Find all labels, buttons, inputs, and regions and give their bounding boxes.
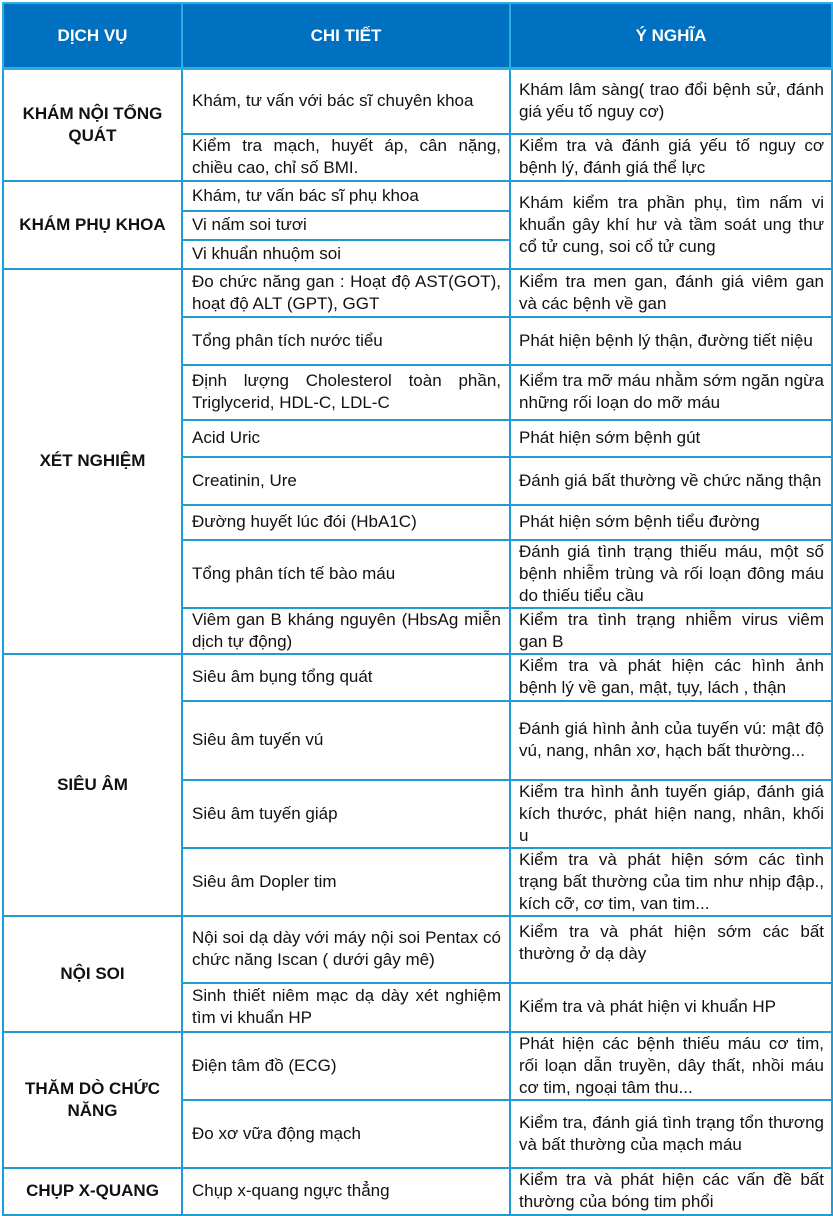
table-row: [3, 269, 832, 317]
service-cell: XÉT NGHIỆM: [3, 269, 182, 654]
meaning-cell: Phát hiện các bệnh thiếu máu cơ tim, rối loạn dẫn truyền, dây thất, nhồi máu cơ tim, ngoại tâm thu...: [510, 1032, 832, 1100]
detail-cell: Sinh thiết niêm mạc dạ dày xét nghiệm tìm vi khuẩn HP: [182, 983, 510, 1032]
meaning-cell: Phát hiện sớm bệnh gút: [510, 420, 832, 457]
meaning-cell: Phát hiện sớm bệnh tiểu đường: [510, 505, 832, 540]
detail-cell: Tổng phân tích tế bào máu: [182, 540, 510, 608]
detail-cell: Điện tâm đồ (ECG): [182, 1032, 510, 1100]
meaning-cell: Kiểm tra và phát hiện các hình ảnh bệnh lý về gan, mật, tụy, lách , thận: [510, 654, 832, 701]
header-service: DỊCH VỤ: [3, 3, 182, 69]
service-cell: NỘI SOI: [3, 916, 182, 1032]
detail-cell: Siêu âm tuyến giáp: [182, 780, 510, 848]
meaning-cell: Phát hiện bệnh lý thận, đường tiết niệu: [510, 317, 832, 365]
meaning-cell: Kiểm tra và phát hiện sớm các tình trạng bất thường của tim như nhịp đập., kích cỡ, cơ tim, van tim...: [510, 848, 832, 916]
header-row: [3, 3, 832, 69]
meaning-cell: Kiểm tra tình trạng nhiễm virus viêm gan B: [510, 608, 832, 654]
detail-cell: Creatinin, Ure: [182, 457, 510, 505]
table-row: [3, 916, 832, 983]
meaning-cell: Kiểm tra men gan, đánh giá viêm gan và các bệnh về gan: [510, 269, 832, 317]
meaning-cell: Kiểm tra và phát hiện vi khuẩn HP: [510, 983, 832, 1032]
meaning-cell: Khám lâm sàng( trao đổi bệnh sử, đánh giá yếu tố nguy cơ): [510, 69, 832, 134]
detail-cell: Vi khuẩn nhuộm soi: [182, 240, 510, 269]
detail-cell: Viêm gan B kháng nguyên (HbsAg miễn dịch tự động): [182, 608, 510, 654]
detail-cell: Tổng phân tích nước tiểu: [182, 317, 510, 365]
detail-cell: Acid Uric: [182, 420, 510, 457]
table-row: [3, 654, 832, 701]
meaning-cell: Kiểm tra và đánh giá yếu tố nguy cơ bệnh lý, đánh giá thể lực: [510, 134, 832, 181]
detail-cell: Định lượng Cholesterol toàn phần, Triglycerid, HDL-C, LDL-C: [182, 365, 510, 420]
detail-cell: Vi nấm soi tươi: [182, 211, 510, 240]
detail-cell: Chụp x-quang ngực thẳng: [182, 1168, 510, 1215]
table-row: [3, 69, 832, 134]
header-meaning: Ý NGHĨA: [510, 3, 832, 69]
service-cell: SIÊU ÂM: [3, 654, 182, 916]
detail-cell: Đo xơ vữa động mạch: [182, 1100, 510, 1168]
service-cell: KHÁM PHỤ KHOA: [3, 181, 182, 269]
services-table: [2, 2, 833, 1216]
meaning-cell: Kiểm tra và phát hiện các vấn đề bất thường của bóng tim phổi: [510, 1168, 832, 1215]
detail-cell: Đo chức năng gan : Hoạt độ AST(GOT), hoạt độ ALT (GPT), GGT: [182, 269, 510, 317]
meaning-cell: Đánh giá hình ảnh của tuyến vú: mật độ vú, nang, nhân xơ, hạch bất thường...: [510, 701, 832, 780]
table-row: [3, 1032, 832, 1100]
detail-cell: Kiểm tra mạch, huyết áp, cân nặng, chiều cao, chỉ số BMI.: [182, 134, 510, 181]
detail-cell: Siêu âm bụng tổng quát: [182, 654, 510, 701]
meaning-cell: Khám kiểm tra phần phụ, tìm nấm vi khuẩn gây khí hư và tầm soát ung thư cổ tử cung, soi cổ tử cung: [510, 181, 832, 269]
detail-cell: Khám, tư vấn với bác sĩ chuyên khoa: [182, 69, 510, 134]
meaning-cell: Kiểm tra mỡ máu nhằm sớm ngăn ngừa những rối loạn do mỡ máu: [510, 365, 832, 420]
meaning-cell: Kiểm tra hình ảnh tuyến giáp, đánh giá kích thước, phát hiện nang, nhân, khối u: [510, 780, 832, 848]
header-detail: CHI TIẾT: [182, 3, 510, 69]
service-cell: CHỤP X-QUANG: [3, 1168, 182, 1215]
detail-cell: Nội soi dạ dày với máy nội soi Pentax có chức năng Iscan ( dưới gây mê): [182, 916, 510, 983]
detail-cell: Khám, tư vấn bác sĩ phụ khoa: [182, 181, 510, 211]
table-row: [3, 1168, 832, 1215]
meaning-cell: Đánh giá tình trạng thiếu máu, một số bệnh nhiễm trùng và rối loạn đông máu do thiếu tiểu cầu: [510, 540, 832, 608]
meaning-cell: Đánh giá bất thường về chức năng thận: [510, 457, 832, 505]
service-cell: THĂM DÒ CHỨC NĂNG: [3, 1032, 182, 1168]
table-row: [3, 181, 832, 211]
detail-cell: Siêu âm Dopler tim: [182, 848, 510, 916]
detail-cell: Siêu âm tuyến vú: [182, 701, 510, 780]
detail-cell: Đường huyết lúc đói (HbA1C): [182, 505, 510, 540]
meaning-cell: Kiểm tra, đánh giá tình trạng tổn thương và bất thường của mạch máu: [510, 1100, 832, 1168]
service-cell: KHÁM NỘI TỔNG QUÁT: [3, 69, 182, 181]
meaning-cell: Kiểm tra và phát hiện sớm các bất thường ở dạ dày: [510, 916, 832, 983]
